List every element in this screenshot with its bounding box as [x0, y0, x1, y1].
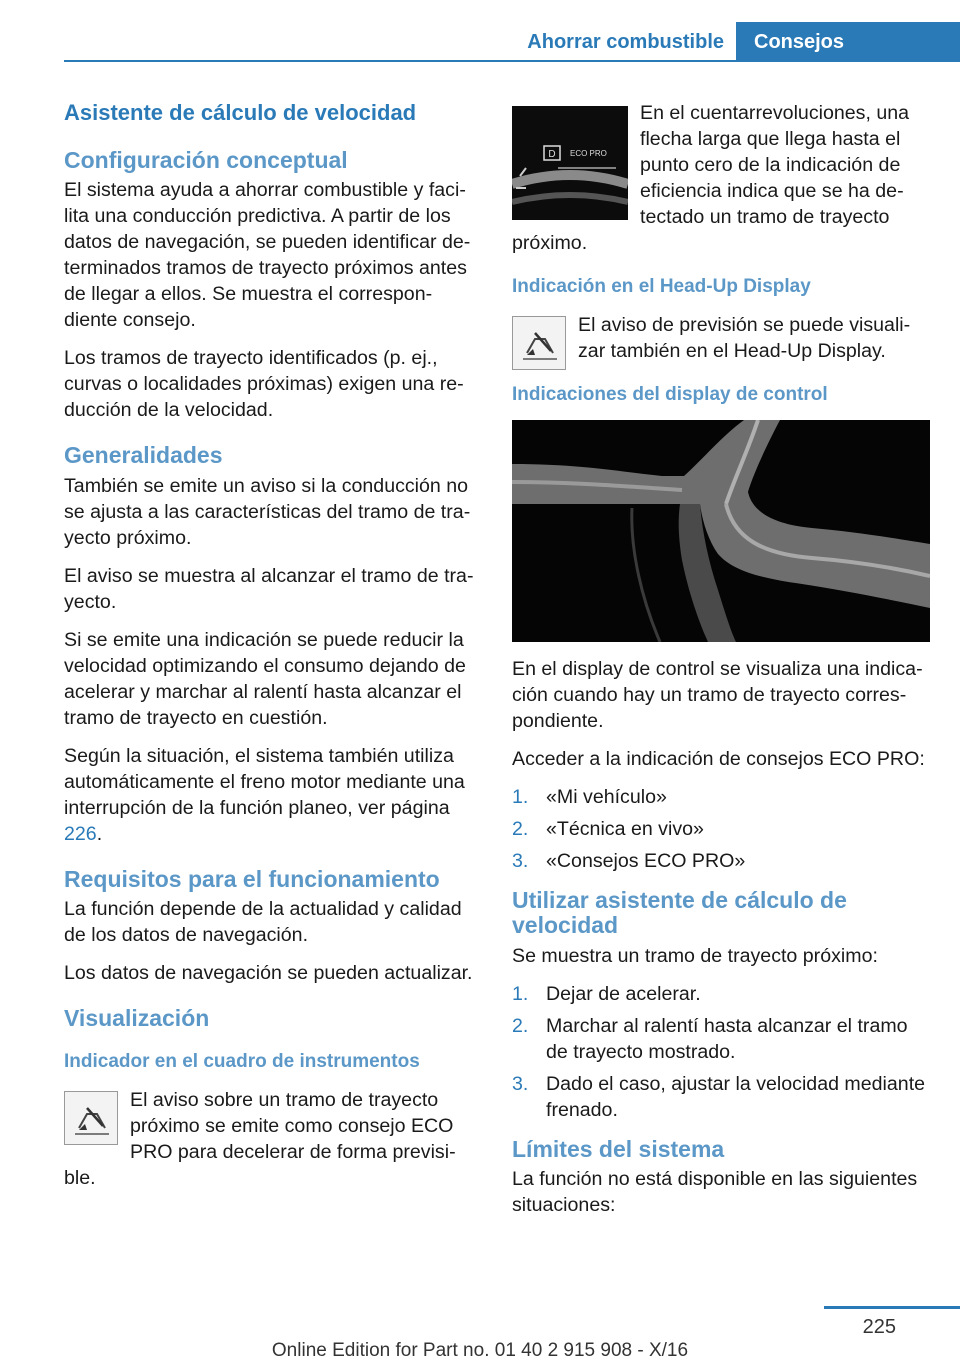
- paragraph-hud: El aviso de previsión se puede visualizar también en el Head-Up Display.: [578, 314, 911, 362]
- paragraph-instrument-cluster: El aviso sobre un tramo de trayecto próximo se emite como consejo ECO PRO para decelerar de forma previsible.: [64, 1089, 456, 1190]
- paragraph-general-2: El aviso se muestra al alcanzar el tramo de trayecto.: [64, 564, 474, 613]
- list-item: 3. «Consejos ECO PRO»: [512, 850, 746, 872]
- list-item: 2. Marchar al ralentí hasta alcanzar el tramo de trayecto mostrado.: [512, 1014, 908, 1063]
- hud-road-warning-icon: [512, 316, 566, 370]
- paragraph-concept-2: Los tramos de trayecto identificados (p. ej., curvas o localidades próximas) exigen una reducción de la velocidad.: [64, 347, 464, 422]
- heading-concept: Configuración conceptual: [64, 147, 348, 173]
- heading-system-limits: Límites del sistema: [512, 1135, 725, 1162]
- list-item: 1. Dejar de acelerar.: [512, 982, 701, 1005]
- paragraph-general-4: Según la situación, el sistema también utiliza automáticamente el freno motor mediante una interrupción de la función planeo, ver página 226.: [64, 744, 465, 845]
- page-header: [0, 0, 960, 62]
- list-item: 2. «Técnica en vivo»: [512, 818, 704, 840]
- page-link-226[interactable]: 226: [64, 822, 97, 845]
- header-section-title: Ahorrar combustible: [527, 31, 724, 53]
- footer-rule: [824, 1306, 960, 1309]
- road-preview-image: [512, 420, 930, 642]
- page-number: 225: [862, 1316, 896, 1338]
- paragraph-general-1: También se emite un aviso si la conducción no se ajusta a las características del tramo de trayecto próximo.: [64, 474, 471, 549]
- paragraph-requirements-2: Los datos de navegación se pueden actualizar.: [64, 961, 473, 984]
- heading-visualization: Visualización: [64, 1004, 210, 1031]
- paragraph-tachometer: En el cuentarrevoluciones, una flecha larga que llega hasta el punto cero de la indicación de eficiencia indica que se ha detectado un tramo de trayecto próximo.: [512, 102, 910, 254]
- paragraph-requirements-1: La función depende de la actualidad y calidad de los datos de navegación.: [64, 897, 462, 946]
- paragraph-concept-1: El sistema ayuda a ahorrar combustible y facilita una conducción predictiva. A partir de los datos de navegación, se pueden identificar determinados tramos de trayecto próximos antes de llegar a ellos. Se muestra el correspondiente consejo.: [64, 179, 471, 332]
- heading-control-display: Indicaciones del display de control: [512, 384, 828, 405]
- heading-hud: Indicación en el Head-Up Display: [512, 276, 811, 297]
- svg-text:ECO PRO: ECO PRO: [570, 149, 607, 158]
- menu-steps-list: [512, 784, 930, 874]
- list-item: 3. Dado el caso, ajustar la velocidad mediante frenado.: [512, 1072, 926, 1121]
- list-item: 1. «Mi vehículo»: [512, 786, 667, 808]
- paragraph-system-limits: La función no está disponible en las siguientes situaciones:: [512, 1167, 918, 1216]
- heading-instrument-cluster: Indicador en el cuadro de instrumentos: [64, 1051, 420, 1073]
- right-column: [512, 100, 930, 1230]
- paragraph-use-assistant: Se muestra un tramo de trayecto próximo:: [512, 944, 878, 967]
- header-chapter-tab: Consejos: [736, 22, 960, 62]
- heading-use-assistant: Utilizar asistente de cálculo de velocidad: [512, 887, 847, 939]
- paragraph-control-display-1: En el display de control se visualiza una indicación cuando hay un tramo de trayecto correspondiente.: [512, 658, 923, 732]
- left-column: [64, 100, 478, 1203]
- heading-general: Generalidades: [64, 442, 223, 469]
- paragraph-control-display-2: Acceder a la indicación de consejos ECO PRO:: [512, 748, 925, 770]
- road-warning-icon: [64, 1091, 118, 1145]
- page-footer: [0, 1300, 960, 1362]
- svg-text:D: D: [548, 149, 556, 160]
- paragraph-general-3: Si se emite una indicación se puede reducir la velocidad optimizando el consumo dejando de acelerar y marchar al ralentí hasta alcanzar el tramo de trayecto en cuestión.: [64, 628, 466, 729]
- use-steps-list: [512, 981, 930, 1123]
- header-rule: [64, 60, 960, 62]
- page-title: Asistente de cálculo de velocidad: [64, 100, 417, 125]
- edition-note: Online Edition for Part no. 01 40 2 915 908 - X/16: [271, 1340, 689, 1361]
- heading-requirements: Requisitos para el funcionamiento: [64, 865, 440, 892]
- tachometer-image: [512, 106, 628, 220]
